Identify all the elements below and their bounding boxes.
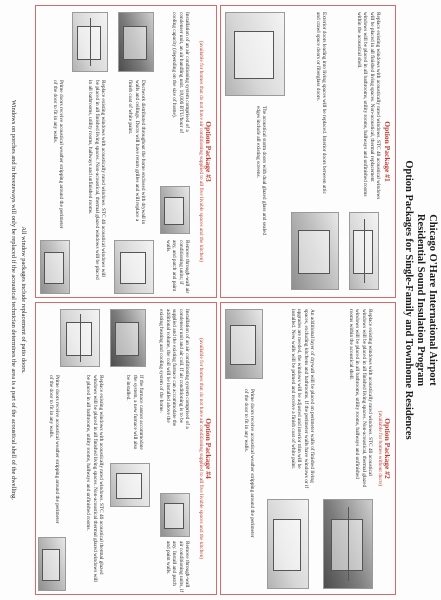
option-package-2 (220, 302, 396, 595)
package-text: Replace existing windows with acoustically rated windows. STC 40 acoustical windows will be placed in all finished living spaces. Non-acoustical, thermal replacement windows will be placed in all bathrooms, utility rooms, hallways and unfinished rooms within the acoustical shell. (355, 12, 381, 200)
header-line-3: Option Packages for Single-Family and Townhome Residences (403, 160, 414, 440)
package-text: Replace existing windows with acoustically rated windows. STC 40 acoustical windows will be placed in all finished living spaces. Non-acoustical, thermal glazed windows will be placed in all bathrooms, utility rooms, hallways and unfinished rooms. (87, 80, 106, 280)
package-text: Replace existing windows with acoustically rated windows. STC 40 acoustical thermal glazed windows will be placed in all finished living spaces. Non-acoustical thermal glazed windows will be placed in all bathrooms, utility rooms, hallways and unfinished rooms. (85, 375, 104, 582)
storm-door-photo (225, 12, 285, 96)
package-text: If the furnace cannot accommodate the system, a new furnace will also be installed. (125, 375, 144, 450)
door-photo (40, 240, 70, 294)
air-handler-photo (160, 186, 190, 234)
package-subtitle: (available for homes without ducts) (377, 410, 383, 487)
option-package-3 (35, 5, 217, 298)
package-text: Remove through-wall air conditioning units, if any. Install and patch and paint walls. (164, 541, 190, 593)
header-line-2: Residential Sound Insulation Program (415, 213, 426, 387)
footer-note-2: Windows on porches and in breezeways will only be replaced if the acoustical technician determines the area is a part of the acoustical shell of the dwelling. (10, 100, 17, 500)
package-title: Option Package #2 (383, 418, 392, 479)
wall-unit-photo (160, 493, 190, 537)
package-title: Option Package #1 (383, 121, 392, 182)
drywall-photo (267, 499, 309, 589)
document-header (402, 0, 438, 600)
ductwork-photo (114, 240, 154, 294)
package-text: Installation of an air conditioning system comprised of a condenser unit and air coil. If air conditioning is to be supplied and the existing furnace can accommodate the additional volume, the coil will be installed above the existing heating and cooling system of the home. (158, 309, 190, 429)
package-title: Option Package #3 (204, 121, 213, 182)
package-text: Ductwork distributed throughout the home enclosed with drywall in walls and ceilings. Ducts will have return grilles and will replace a finish coat of white paint. (127, 80, 146, 225)
package-text: An additional layer of drywall will be placed on perimeter walls of finished living spaces, excluding kitchens and bathrooms. If the perimeter walls have windows or if upgrades are needed, the windows will be adjusted and interior trim will be installed. New walls will be primed and receive a finish coat of white paint. (289, 309, 315, 489)
condenser-photo (118, 12, 154, 72)
header-line-1: Chicago O'Hare International Airport (427, 214, 438, 386)
package-text: The acoustical storm doors with dual glazed glass and sealed edges include all existing screens. (254, 106, 267, 236)
window-photo (323, 499, 373, 589)
package-text: Prime doors receive acoustical weather stripping around the perimeter of the door to fit in any walls. (47, 375, 60, 524)
package-text: Exterior doors leading into living spaces will be replaced. Interior doors between attic and crawl space doors or fiberglass doors. (314, 12, 327, 194)
door-photo (291, 212, 339, 290)
footer-note-1: All window packages include replacement of patio doors. (20, 226, 27, 374)
package-text: Installation of an air conditioning system comprised of a condenser unit, an air handling unit. 18,000 BTU/hour of cooling capacity (depending on the size of home). (171, 12, 190, 134)
option-package-4 (35, 302, 217, 595)
package-title: Option Package #4 (204, 418, 213, 479)
package-text: Remove through-wall air conditioning units; if any, and patch and paint walls. (164, 240, 190, 294)
option-package-1 (220, 5, 396, 298)
door-photo (38, 537, 66, 591)
package-text: Prime doors receive acoustical weather stripping around the perimeter of the door to fit in any walls. (242, 389, 255, 538)
furnace-photo (110, 463, 150, 507)
window-photo (60, 309, 100, 367)
package-text: Prime doors receive acoustical weather stripping around the perimeter of the door to fit in any walls. (51, 80, 64, 229)
package-subtitle: (available for homes that do not have air conditioning supplied to all five livable spaces and the kitchen) (198, 40, 204, 263)
window-photo (349, 212, 379, 290)
condenser-photo (110, 309, 146, 367)
package-subtitle: (available for homes that do not have air conditioning supplied to all five livable spaces and the kitchen) (198, 337, 204, 560)
door-photo (225, 309, 263, 379)
package-text: Replace existing windows with acoustically rated windows. STC 40 acoustical windows will be placed in all finished living spaces. Non-acoustical, thermal glazed windows will be placed in all bathrooms, utility rooms, hallways and unfinished rooms within the acoustical shell. (347, 309, 373, 488)
window-photo (72, 12, 108, 72)
